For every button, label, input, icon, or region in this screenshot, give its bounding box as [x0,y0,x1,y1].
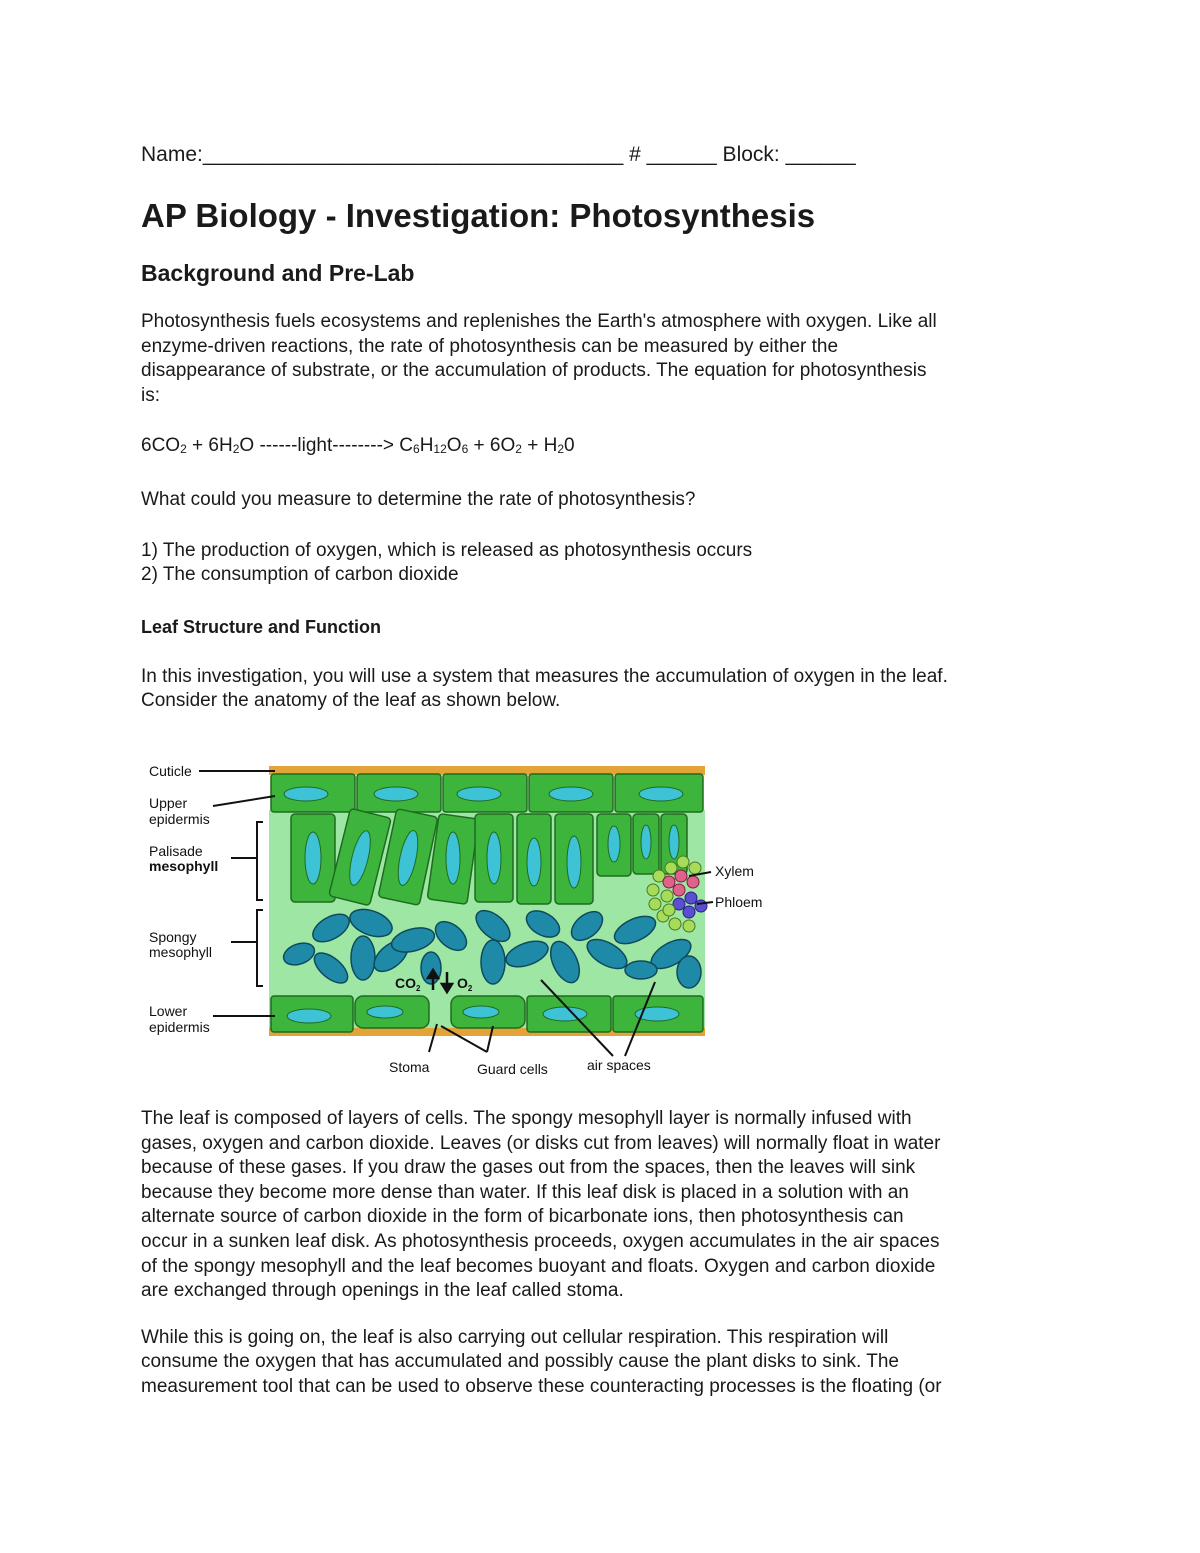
vein-cell [669,918,681,930]
label-cuticle: Cuticle [149,763,192,779]
nucleus [446,832,460,884]
vein-cell [683,920,695,932]
eq-subscript: 2 [180,442,187,457]
text-line: alternate source of carbon dioxide in the form of bicarbonate ions, then photosynthesis can [141,1206,904,1228]
xylem-cell [675,870,687,882]
nucleus [608,826,620,862]
co2-text: CO [395,975,416,991]
nucleus [284,787,328,801]
text-line: While this is going on, the leaf is also carrying out cellular respiration. This respiration will [141,1326,889,1348]
label-lower-epidermis: epidermis [149,1019,210,1035]
text-line: are exchanged through openings in the leaf called stoma. [141,1280,624,1302]
nucleus [639,787,683,801]
nucleus [641,825,651,859]
vein-cell [661,890,673,902]
nucleus [527,838,541,886]
nucleus [543,1007,587,1021]
o2-text: O [457,975,468,991]
eq-part: O [446,435,462,457]
text-line: disappearance of substrate, or the accumulation of products. The equation for photosynthesis [141,360,927,382]
text-line: because of these gases. If you draw the gases out from the spaces, then the leaves will sink [141,1157,916,1179]
nucleus [374,787,418,801]
label-palisade: Palisade [149,843,203,859]
text-line: is: [141,384,160,406]
intro-paragraph [141,310,1071,408]
phloem-cell [683,906,695,918]
spongy-cell [625,961,657,979]
label-palisade: mesophyll [149,858,219,874]
photosynthesis-equation [141,434,1071,462]
spongy-cell [351,936,375,980]
spongy-cell [481,940,505,984]
page-title: AP Biology - Investigation: Photosynthesis [141,197,816,234]
leaf-anatomy-diagram [141,758,781,1088]
eq-part: + H [521,435,558,457]
nucleus [287,1009,331,1023]
leaf-diagram-svg [141,758,781,1088]
nucleus [567,836,581,888]
eq-part: + 6H [186,435,233,457]
vein-cell [649,898,661,910]
label-air-spaces: air spaces [587,1057,651,1073]
nucleus [549,787,593,801]
eq-part: 0 [564,435,575,457]
vein-cell [689,862,701,874]
nucleus [457,787,501,801]
text-line: The leaf is composed of layers of cells. The spongy mesophyll layer is normally infused with [141,1108,912,1129]
answer-list [141,539,1071,588]
label-spongy: mesophyll [149,944,213,960]
label-lower-epidermis: Lower [149,1003,188,1019]
eq-subscript: 2 [232,442,240,457]
name-number-block-line: Name:____________________________________ # ______ Block: ______ [141,143,856,166]
text-line: gases, oxygen and carbon dioxide. Leaves (or disks cut from leaves) will normally float in water [141,1132,941,1154]
answer-item: 2) The consumption of carbon dioxide [141,564,459,586]
text-line: because they become more dense than water. If this leaf disk is placed in a solution with an [141,1181,909,1203]
phloem-cell [685,892,697,904]
eq-part: + 6O [468,435,516,457]
co2-subscript: 2 [416,984,421,993]
question-text: What could you measure to determine the rate of photosynthesis? [141,488,696,510]
xylem-cell [673,884,685,896]
eq-subscript: 2 [515,442,522,457]
label-guard-cells: Guard cells [477,1061,548,1077]
eq-part: H [419,435,434,457]
eq-part: 6CO [141,435,181,457]
nucleus [305,832,321,884]
nucleus [669,825,679,859]
top-content [141,140,1071,714]
upper-epidermis-pointer [213,796,275,806]
vein-cell [677,856,689,868]
o2-subscript: 2 [467,984,473,993]
text-line: Photosynthesis fuels ecosystems and replenishes the Earth's atmosphere with oxygen. Like all [141,311,937,332]
eq-subscript: 6 [461,442,469,457]
eq-subscript: 6 [413,442,420,457]
label-stoma: Stoma [389,1059,430,1075]
text-line: occur in a sunken leaf disk. As photosynthesis proceeds, oxygen accumulates in the air spaces [141,1230,940,1252]
section-heading-leaf-structure: Leaf Structure and Function [141,616,382,637]
respiration-paragraph [141,1326,1071,1400]
xylem-cell [663,876,675,888]
vein-cell [663,904,675,916]
label-upper-epidermis: epidermis [149,811,210,827]
label-spongy: Spongy [149,929,197,945]
label-phloem: Phloem [715,894,763,910]
palisade-bracket [257,822,263,900]
section-heading-background: Background and Pre-Lab [141,260,415,286]
label-upper-epidermis: Upper [149,795,188,811]
answer-item: 1) The production of oxygen, which is released as photosynthesis occurs [141,539,753,561]
text-line: enzyme-driven reactions, the rate of photosynthesis can be measured by either the [141,335,839,357]
bottom-content [141,1107,1071,1400]
text-line: In this investigation, you will use a system that measures the accumulation of oxygen in the leaf. [141,665,948,687]
eq-subscript: 2 [557,442,564,457]
eq-subscript: 12 [433,442,447,457]
lower-epidermis-cells [271,996,703,1032]
label-xylem: Xylem [715,863,754,879]
upper-epidermis-cells [271,774,703,812]
eq-part: O ------light--------> C [239,435,413,457]
spongy-cell [677,956,701,988]
text-line: measurement tool that can be used to observe these counteracting processes is the floating (or [141,1375,942,1397]
nucleus [463,1006,499,1018]
xylem-cell [687,876,699,888]
text-line: consume the oxygen that has accumulated and possibly cause the plant disks to sink. The [141,1351,899,1373]
phloem-cell [695,900,707,912]
vein-cell [665,862,677,874]
spongy-bracket [257,910,263,986]
text-line: of the spongy mesophyll and the leaf becomes buoyant and floats. Oxygen and carbon dioxide [141,1255,936,1277]
leaf-composition-paragraph [141,1107,1071,1304]
text-line: Consider the anatomy of the leaf as shown below. [141,690,561,712]
nucleus [367,1006,403,1018]
leaf-intro-paragraph [141,665,1071,714]
vein-cell [647,884,659,896]
nucleus [487,832,501,884]
